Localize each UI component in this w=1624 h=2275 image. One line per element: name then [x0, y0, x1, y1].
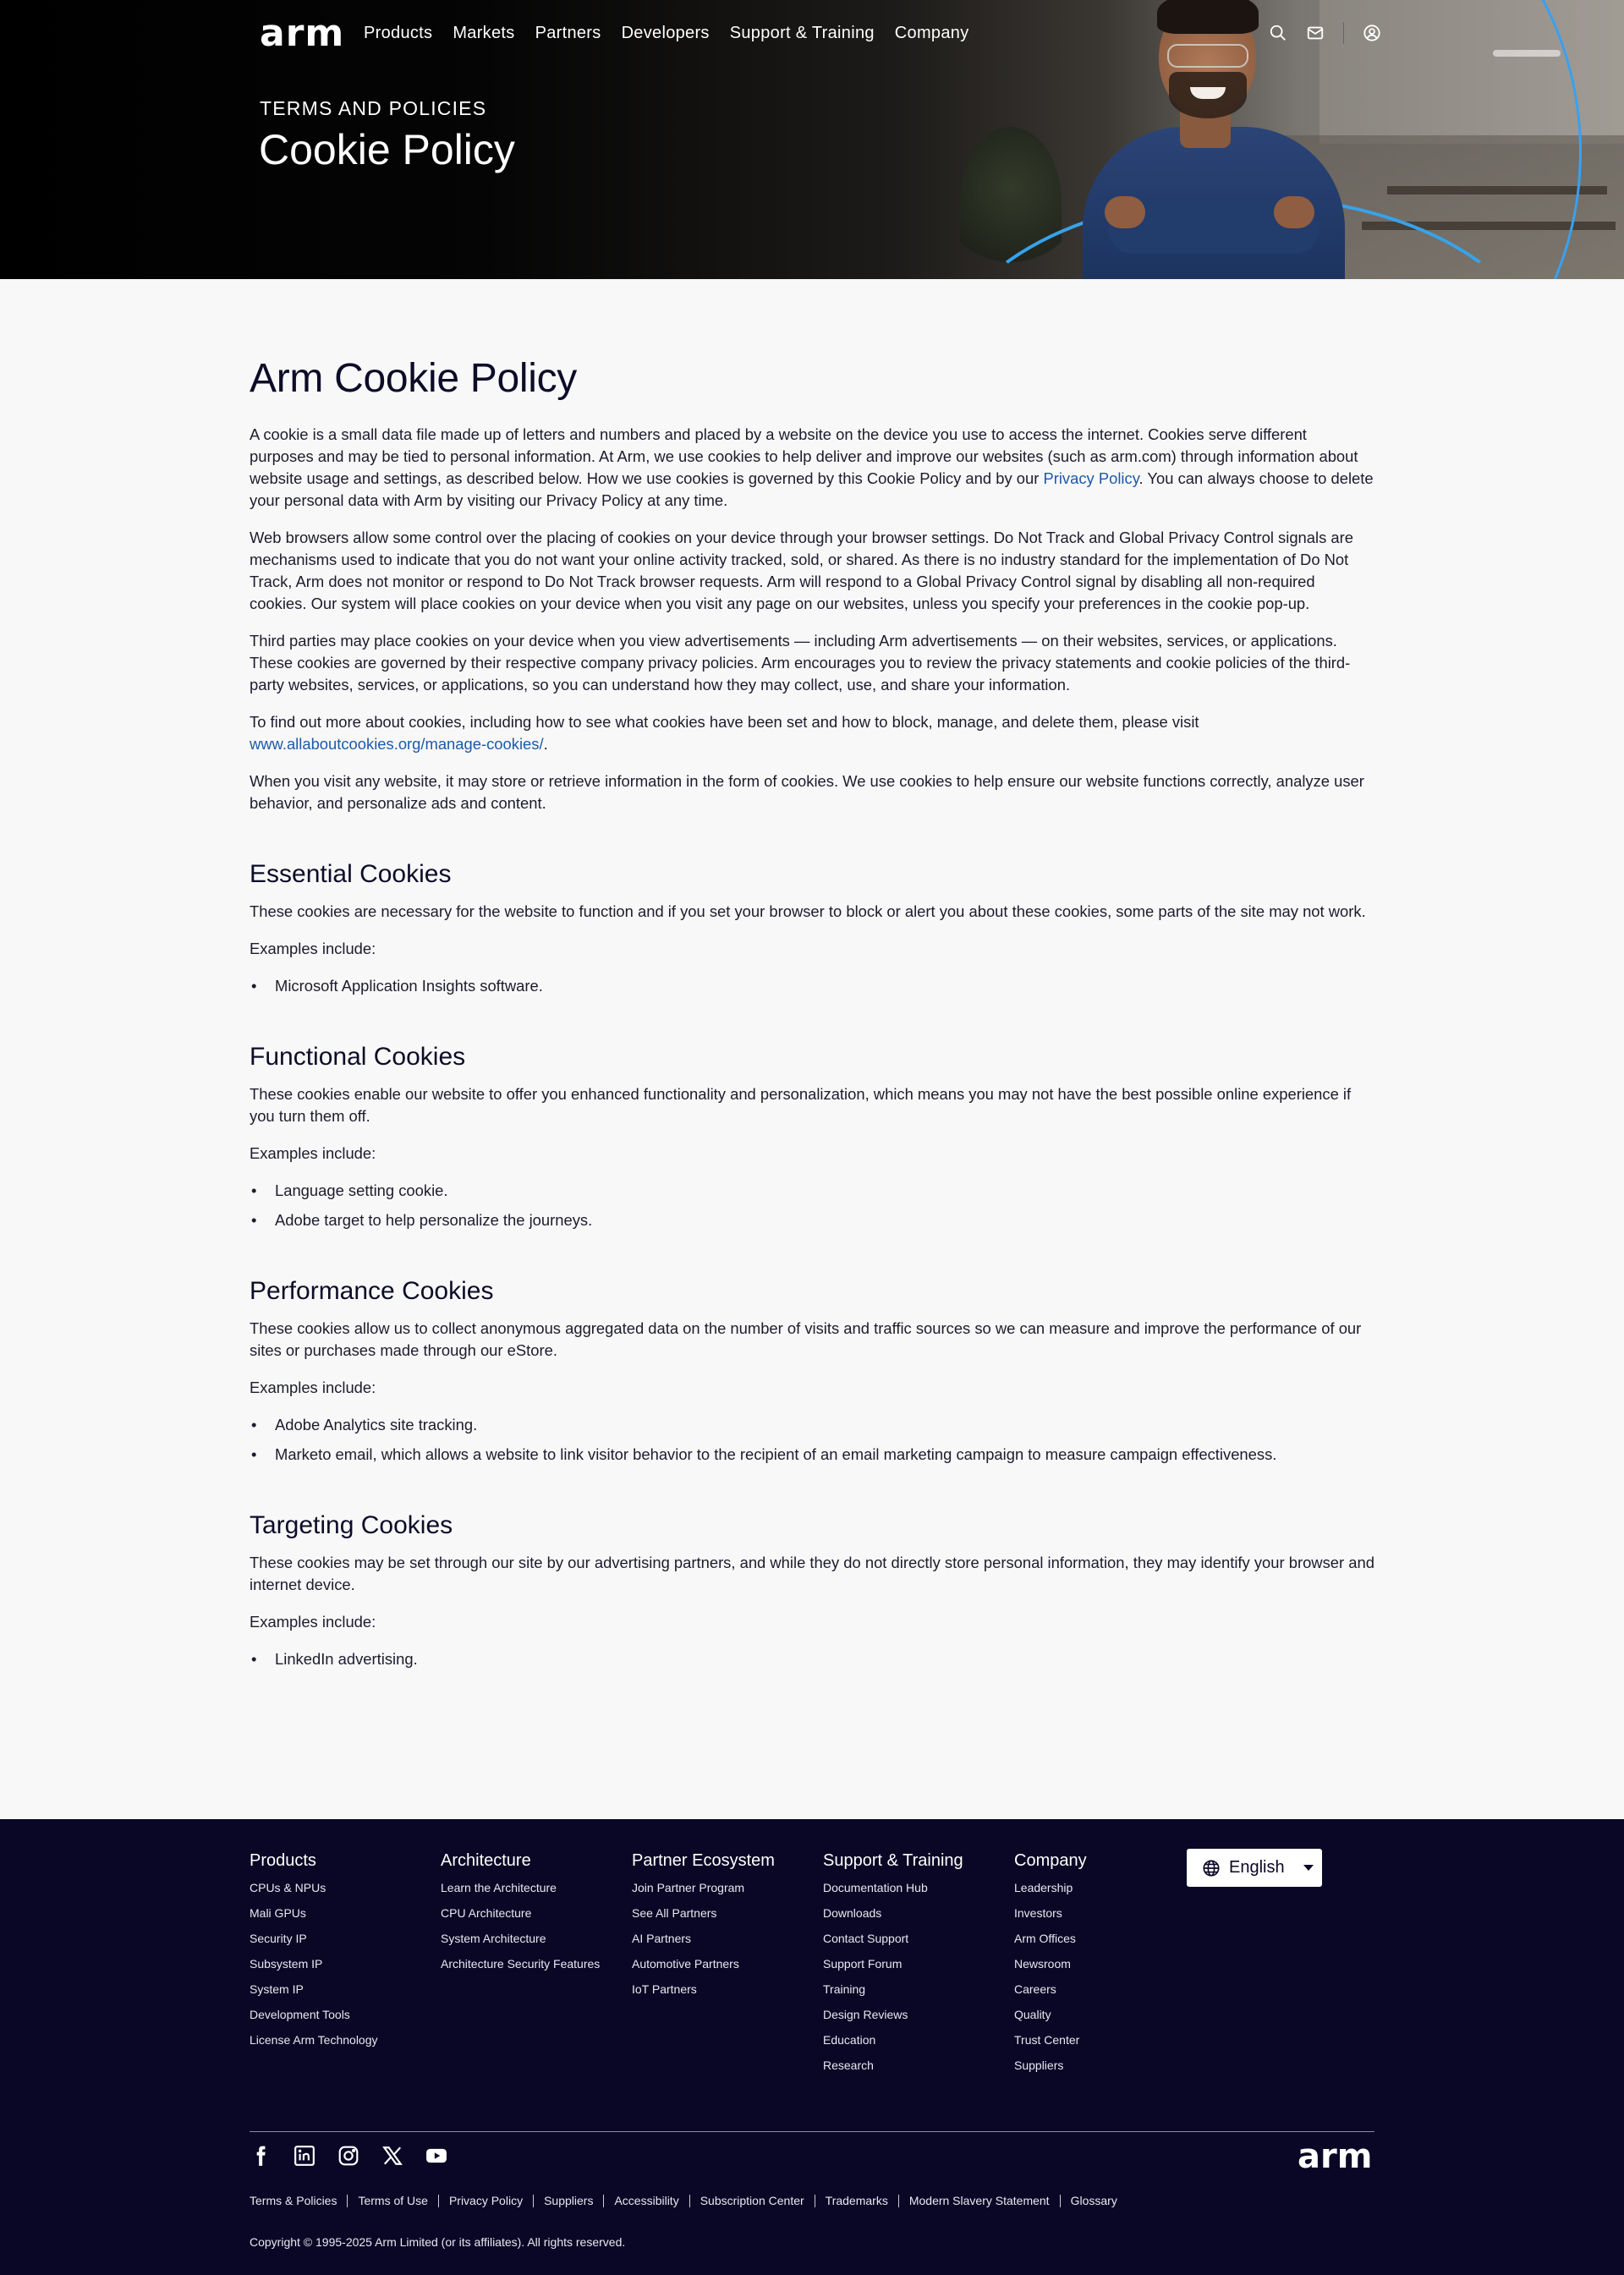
footer-link[interactable]: CPU Architecture — [441, 1906, 532, 1920]
nav-markets[interactable]: Markets — [453, 24, 515, 42]
examples-label: Examples include: — [250, 1379, 376, 1396]
examples-list — [250, 1648, 1374, 1670]
footer-divider — [250, 2131, 1374, 2132]
privacy-policy-link[interactable]: Privacy Policy — [1043, 469, 1139, 487]
footer-column-title: Partner Ecosystem — [632, 1851, 775, 1870]
intro-text: To find out more about cookies, including how to see what cookies have been set and how to block, manage, and delete them, please visit — [250, 713, 1199, 731]
legal-link[interactable]: Terms & Policies — [250, 2194, 337, 2207]
footer-link[interactable]: Architecture Security Features — [441, 1957, 601, 1971]
page-title: Arm Cookie Policy — [250, 356, 578, 401]
nav-utility-icons — [1269, 22, 1381, 44]
footer-column-products — [250, 1851, 441, 2084]
legal-link[interactable]: Glossary — [1070, 2194, 1117, 2207]
section-title: Essential Cookies — [250, 860, 452, 888]
examples-list — [250, 1414, 1374, 1466]
list-item: • Marketo email, which allows a website to link visitor behavior to the recipient of an email marketing campaign to measure campaign effectiveness. — [250, 1444, 1374, 1466]
instagram-icon[interactable] — [337, 2145, 359, 2167]
legal-separator — [1060, 2195, 1061, 2207]
intro-text: . You can always choose to delete your personal data with Arm by visiting our Privacy Policy at any time. — [250, 469, 1374, 509]
examples-label: Examples include: — [250, 940, 376, 957]
footer-link[interactable]: IoT Partners — [632, 1982, 697, 1996]
footer-link[interactable]: License Arm Technology — [250, 2033, 378, 2047]
footer-link[interactable]: Mali GPUs — [250, 1906, 306, 1920]
nav-icon-divider — [1343, 22, 1344, 44]
browser-controls-paragraph: Web browsers allow some control over the placing of cookies on your device through your browser settings. Do Not Track and Global Privacy Control signals are mechanisms used to indicate that you do not want your online activity tracked, sold, or shared. As there is no industry standard for the implementation of Do Not Track, Arm does not monitor or respond to Do Not Track browser requests. Arm will respond to a Global Privacy Control signal by disabling all non-required cookies. Our system will place cookies on your device when you visit any page on our websites, unless you specify your preferences in the cookie pop-up. — [250, 529, 1353, 612]
policy-content — [250, 279, 1374, 1678]
footer-link[interactable]: Suppliers — [1014, 2058, 1064, 2072]
footer-link[interactable]: Join Partner Program — [632, 1881, 745, 1894]
examples-list — [250, 975, 1374, 997]
legal-separator — [438, 2195, 439, 2207]
footer-link[interactable]: Leadership — [1014, 1881, 1073, 1894]
footer-link[interactable]: Arm Offices — [1014, 1932, 1076, 1945]
mail-icon[interactable] — [1306, 24, 1325, 42]
footer-link[interactable]: System IP — [250, 1982, 304, 1996]
section-description: These cookies enable our website to offer you enhanced functionality and personalization, which means you may not have the best possible online experience if you turn them off. — [250, 1085, 1352, 1125]
find-out-more-paragraph — [250, 711, 1374, 755]
list-item: • Language setting cookie. — [250, 1180, 1374, 1202]
examples-list — [250, 1180, 1374, 1231]
linkedin-icon[interactable] — [294, 2145, 315, 2167]
footer-column-title: Support & Training — [823, 1851, 963, 1870]
legal-link[interactable]: Trademarks — [825, 2194, 888, 2207]
social-links — [250, 2145, 447, 2167]
legal-separator — [347, 2195, 348, 2207]
site-footer — [0, 1819, 1624, 2275]
list-item: • Adobe target to help personalize the journeys. — [250, 1209, 1374, 1231]
footer-column-title: Architecture — [441, 1851, 531, 1870]
legal-link[interactable]: Subscription Center — [700, 2194, 804, 2207]
section-title: Functional Cookies — [250, 1043, 466, 1071]
footer-column-partner-ecosystem — [632, 1851, 823, 2084]
hero-scroll-indicator — [1493, 50, 1561, 57]
facebook-icon[interactable] — [250, 2145, 272, 2167]
section-description: These cookies may be set through our site by our advertising partners, and while they do not directly store personal information, they may identify your browser and internet device. — [250, 1554, 1374, 1593]
footer-link[interactable]: Careers — [1014, 1982, 1056, 1996]
footer-link[interactable]: Security IP — [250, 1932, 307, 1945]
arm-logo[interactable]: arm — [260, 12, 345, 55]
legal-separator — [603, 2195, 604, 2207]
footer-link[interactable]: System Architecture — [441, 1932, 546, 1945]
footer-link[interactable]: Automotive Partners — [632, 1957, 739, 1971]
hero-banner — [0, 0, 1624, 279]
targeting-cookies-section — [250, 1511, 1374, 1670]
footer-column-company — [1014, 1851, 1205, 2084]
section-title: Targeting Cookies — [250, 1511, 453, 1539]
allaboutcookies-link[interactable]: www.allaboutcookies.org/manage-cookies/ — [250, 735, 544, 753]
list-item: • Microsoft Application Insights software. — [250, 975, 1374, 997]
nav-company[interactable]: Company — [894, 24, 969, 42]
footer-link-columns — [250, 1851, 1205, 2084]
account-icon[interactable] — [1363, 24, 1381, 42]
legal-link[interactable]: Privacy Policy — [448, 2194, 524, 2207]
globe-icon — [1202, 1859, 1221, 1878]
language-selector[interactable] — [1187, 1849, 1322, 1887]
section-description: These cookies allow us to collect anonymous aggregated data on the number of visits and traffic sources so we can measure and improve the performance of our sites or purchases made through our eStore. — [250, 1319, 1362, 1359]
legal-link[interactable]: Modern Slavery Statement — [908, 2194, 1050, 2207]
intro-text: . — [543, 735, 548, 753]
footer-link[interactable]: Design Reviews — [823, 2008, 908, 2021]
footer-link[interactable]: Training — [823, 1982, 866, 1996]
footer-link[interactable]: Downloads — [823, 1906, 882, 1920]
footer-column-support-training — [823, 1851, 1014, 2084]
chevron-down-icon — [1303, 1865, 1314, 1871]
footer-link[interactable]: Investors — [1014, 1906, 1062, 1920]
copyright-text: Copyright © 1995-2025 Arm Limited (or its affiliates). All rights reserved. — [250, 2235, 626, 2249]
footer-arm-logo[interactable]: arm — [1298, 2137, 1373, 2176]
footer-link[interactable]: Subsystem IP — [250, 1957, 323, 1971]
footer-link[interactable]: Contact Support — [823, 1932, 909, 1945]
footer-column-title: Company — [1014, 1851, 1087, 1870]
examples-label: Examples include: — [250, 1144, 376, 1162]
legal-link[interactable]: Suppliers — [544, 2194, 594, 2207]
footer-link[interactable]: AI Partners — [632, 1932, 692, 1945]
footer-link[interactable]: Documentation Hub — [823, 1881, 928, 1894]
cookie-usage-paragraph: When you visit any website, it may store or retrieve information in the form of cookies. We use cookies to help ensure our website functions correctly, analyze user behavior, and personalize ads and content. — [250, 772, 1364, 812]
legal-link[interactable]: Accessibility — [614, 2194, 679, 2207]
footer-column-architecture — [441, 1851, 632, 2084]
footer-link[interactable]: Newsroom — [1014, 1957, 1071, 1971]
list-item: • Adobe Analytics site tracking. — [250, 1414, 1374, 1436]
top-navigation — [0, 0, 1624, 68]
footer-link[interactable]: Support Forum — [823, 1957, 903, 1971]
language-label: English — [1229, 1858, 1285, 1877]
legal-separator — [533, 2195, 534, 2207]
footer-link[interactable]: See All Partners — [632, 1906, 717, 1920]
section-title: Performance Cookies — [250, 1277, 494, 1305]
examples-label: Examples include: — [250, 1613, 376, 1631]
functional-cookies-section — [250, 1043, 1374, 1231]
intro-text: A cookie is a small data file made up of letters and numbers and placed by a website on the device you use to access the internet. Cookies serve different purposes and may be tied to personal information. At Arm, we use cookies to help deliver and improve our websites (such as arm.com) through information about website usage and settings, as described below. How we use cookies is governed by this Cookie Policy and by our — [250, 425, 1358, 487]
footer-link[interactable]: Learn the Architecture — [441, 1881, 557, 1894]
x-icon[interactable] — [381, 2145, 403, 2167]
section-description: These cookies are necessary for the website to function and if you set your browser to block or alert you about these cookies, some parts of the site may not work. — [250, 902, 1366, 920]
footer-column-title: Products — [250, 1851, 316, 1870]
list-item: • LinkedIn advertising. — [250, 1648, 1374, 1670]
footer-link[interactable]: Education — [823, 2033, 876, 2047]
nav-developers[interactable]: Developers — [621, 24, 710, 42]
footer-link[interactable]: Research — [823, 2058, 874, 2072]
footer-link[interactable]: Trust Center — [1014, 2033, 1080, 2047]
legal-links — [250, 2194, 1117, 2207]
footer-link[interactable]: Quality — [1014, 2008, 1051, 2021]
essential-cookies-section — [250, 860, 1374, 997]
nav-products[interactable]: Products — [364, 24, 433, 42]
performance-cookies-section — [250, 1277, 1374, 1466]
legal-link[interactable]: Terms of Use — [358, 2194, 428, 2207]
intro-paragraph — [250, 424, 1374, 512]
footer-link[interactable]: CPUs & NPUs — [250, 1881, 326, 1894]
hero-title: Cookie Policy — [259, 126, 515, 173]
main-menu — [364, 24, 969, 43]
nav-support-training[interactable]: Support & Training — [729, 24, 875, 42]
third-party-paragraph: Third parties may place cookies on your device when you view advertisements — including Arm advertisements — on their websites, services, or applications. These cookies are governed by their respective company privacy policies. Arm encourages you to review the privacy statements and cookie policies of the third-party websites, services, or applications, so you can understand how they may collect, use, and share your information. — [250, 632, 1351, 693]
footer-link[interactable]: Development Tools — [250, 2008, 350, 2021]
hero-eyebrow: TERMS AND POLICIES — [260, 97, 487, 119]
search-icon[interactable] — [1269, 24, 1287, 42]
legal-separator — [689, 2195, 690, 2207]
legal-separator — [898, 2195, 899, 2207]
nav-partners[interactable]: Partners — [535, 24, 601, 42]
youtube-icon[interactable] — [425, 2145, 447, 2167]
